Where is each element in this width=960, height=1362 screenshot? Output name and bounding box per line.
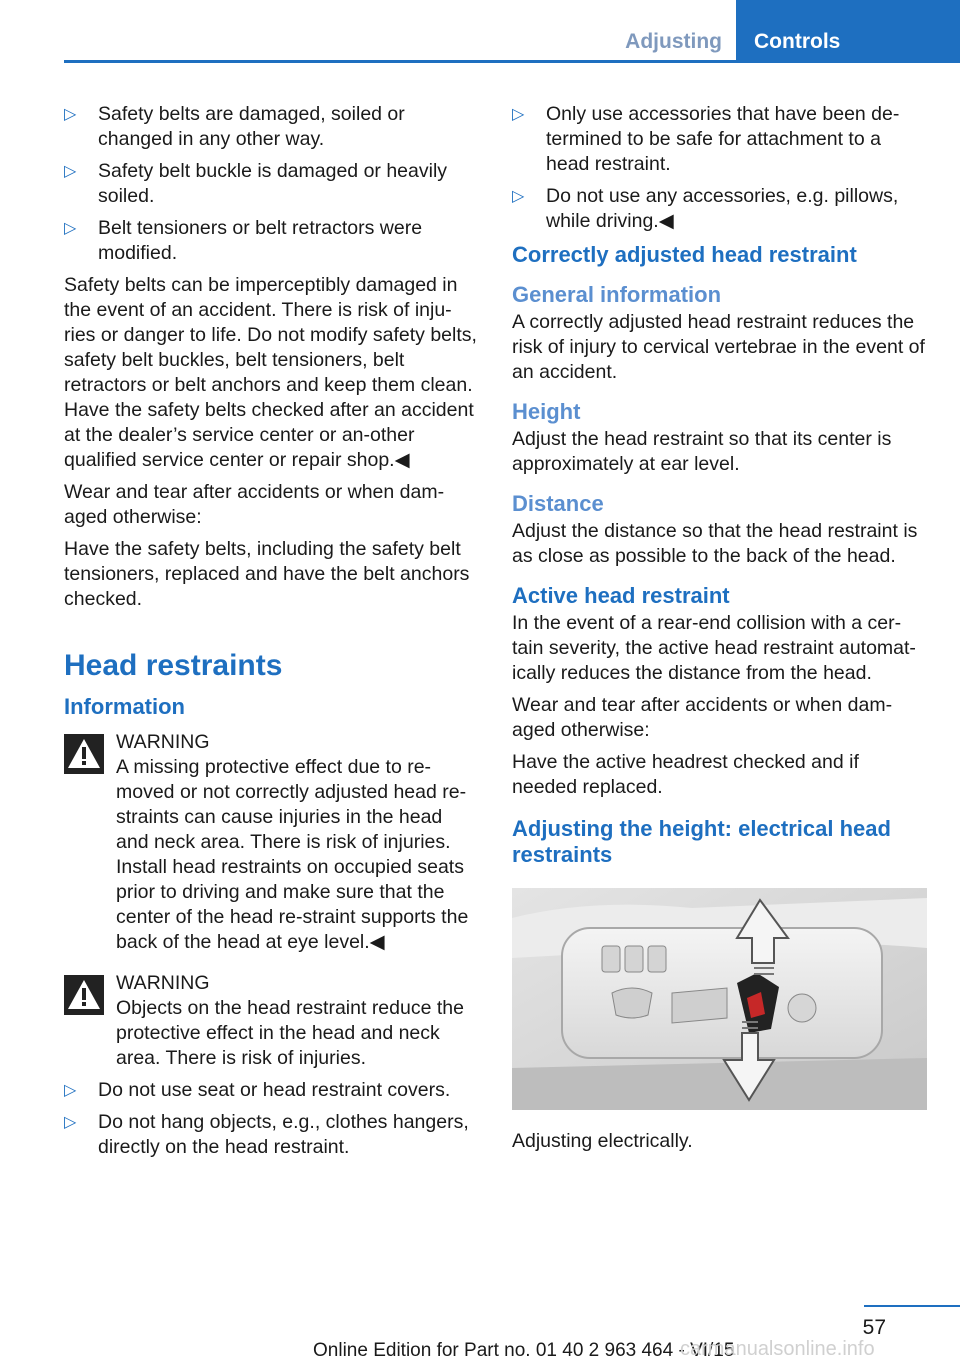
page-header — [625, 0, 960, 60]
subsection-heading: Height — [512, 399, 581, 424]
paragraph: Wear and tear after accidents or when dam‐aged otherwise: — [64, 481, 445, 528]
triangle-bullet-icon: ▷ — [64, 220, 77, 237]
subsection-title: Information — [64, 694, 185, 719]
warning-label: WARNING — [116, 972, 210, 994]
list-item-text: Safety belts are damaged, soiled or changed in any other way. — [98, 103, 405, 150]
list-item-text: Do not use seat or head restraint covers. — [98, 1079, 451, 1101]
list-item — [512, 184, 926, 234]
list-item-text: Do not hang objects, e.g., clothes hangers, directly on the head restraint. — [98, 1111, 469, 1158]
warning-triangle-icon — [64, 975, 104, 1015]
list-item — [64, 216, 478, 266]
paragraph: Safety belts can be imperceptibly damaged in the event of an accident. There is risk of inju‐ries or danger to life. Do not modify safety belts, safety belt buckles, belt tensioners, belt retractors or belt anchors and keep them clean. Have the safety belts checked after an accident at the dealer’s service center or an‐other qualified service center or repair shop.◀ — [64, 274, 477, 471]
warning-block — [64, 730, 478, 955]
header-section-label: Adjusting — [625, 30, 722, 53]
footer-rule — [864, 1305, 960, 1307]
right-column — [512, 102, 926, 1161]
paragraph: Adjust the distance so that the head restraint is as close as possible to the back of the head. — [512, 520, 918, 567]
header-chapter-tab: Controls — [736, 0, 960, 60]
triangle-bullet-icon: ▷ — [64, 1082, 77, 1099]
warning-block — [64, 971, 478, 1071]
triangle-bullet-icon: ▷ — [64, 106, 77, 123]
section-heading: Active head restraint — [512, 583, 730, 608]
section-heading: Correctly adjusted head restraint — [512, 242, 857, 267]
list-item — [64, 1078, 478, 1103]
section-title: Head restraints — [64, 649, 283, 682]
triangle-bullet-icon: ▷ — [512, 188, 525, 205]
list-item-text: Safety belt buckle is damaged or heavily soiled. — [98, 160, 448, 207]
triangle-bullet-icon: ▷ — [64, 163, 77, 180]
paragraph: Have the safety belts, including the safety belt tensioners, replaced and have the belt anchors checked. — [64, 538, 470, 610]
list-item-text: Only use accessories that have been de‐termined to be safe for attachment to a head restraint. — [546, 103, 900, 175]
subsection-heading: General information — [512, 282, 722, 307]
triangle-bullet-icon: ▷ — [64, 1114, 77, 1131]
paragraph: Have the active headrest checked and if needed replaced. — [512, 751, 859, 798]
list-item-text: Belt tensioners or belt retractors were modified. — [98, 217, 423, 264]
left-column — [64, 102, 478, 1167]
paragraph: Wear and tear after accidents or when dam‐aged otherwise: — [512, 694, 893, 741]
seat-controls-photo — [512, 888, 927, 1110]
triangle-bullet-icon: ▷ — [512, 106, 525, 123]
figure-caption: Adjusting electrically. — [512, 1130, 693, 1152]
list-item — [64, 102, 478, 152]
warning-text: Objects on the head restraint reduce the protective effect in the head and neck area. There is risk of injuries. — [116, 997, 464, 1069]
warning-triangle-icon — [64, 734, 104, 774]
paragraph: A correctly adjusted head restraint reduces the risk of injury to cervical vertebrae in the event of an accident. — [512, 311, 925, 383]
footer-edition: Online Edition for Part no. 01 40 2 963 464 - VI/15 — [313, 1340, 735, 1361]
paragraph: Adjust the head restraint so that its center is approximately at ear level. — [512, 428, 892, 475]
warning-text: A missing protective effect due to re‐moved or not correctly adjusted head re‐straints can cause injuries in the head and neck area. There is risk of injuries. Install head restraints on occupied seats prior to driving and make sure that the center of the head re‐straint supports the back of the head at eye level.◀ — [116, 756, 469, 953]
list-item — [64, 159, 478, 209]
page-number: 57 — [862, 1316, 886, 1339]
warning-label: WARNING — [116, 731, 210, 753]
watermark: carmanualsonline.info — [680, 1338, 875, 1360]
list-item — [512, 102, 926, 177]
subsection-heading: Distance — [512, 491, 604, 516]
list-item — [64, 1110, 478, 1160]
section-heading: Adjusting the height: electrical head restraints — [512, 816, 891, 867]
header-rule — [64, 60, 960, 63]
list-item-text: Do not use any accessories, e.g. pillows, while driving.◀ — [546, 185, 899, 232]
paragraph: In the event of a rear-end collision with a cer‐tain severity, the active head restraint automat‐ically reduces the distance from the head. — [512, 612, 916, 684]
